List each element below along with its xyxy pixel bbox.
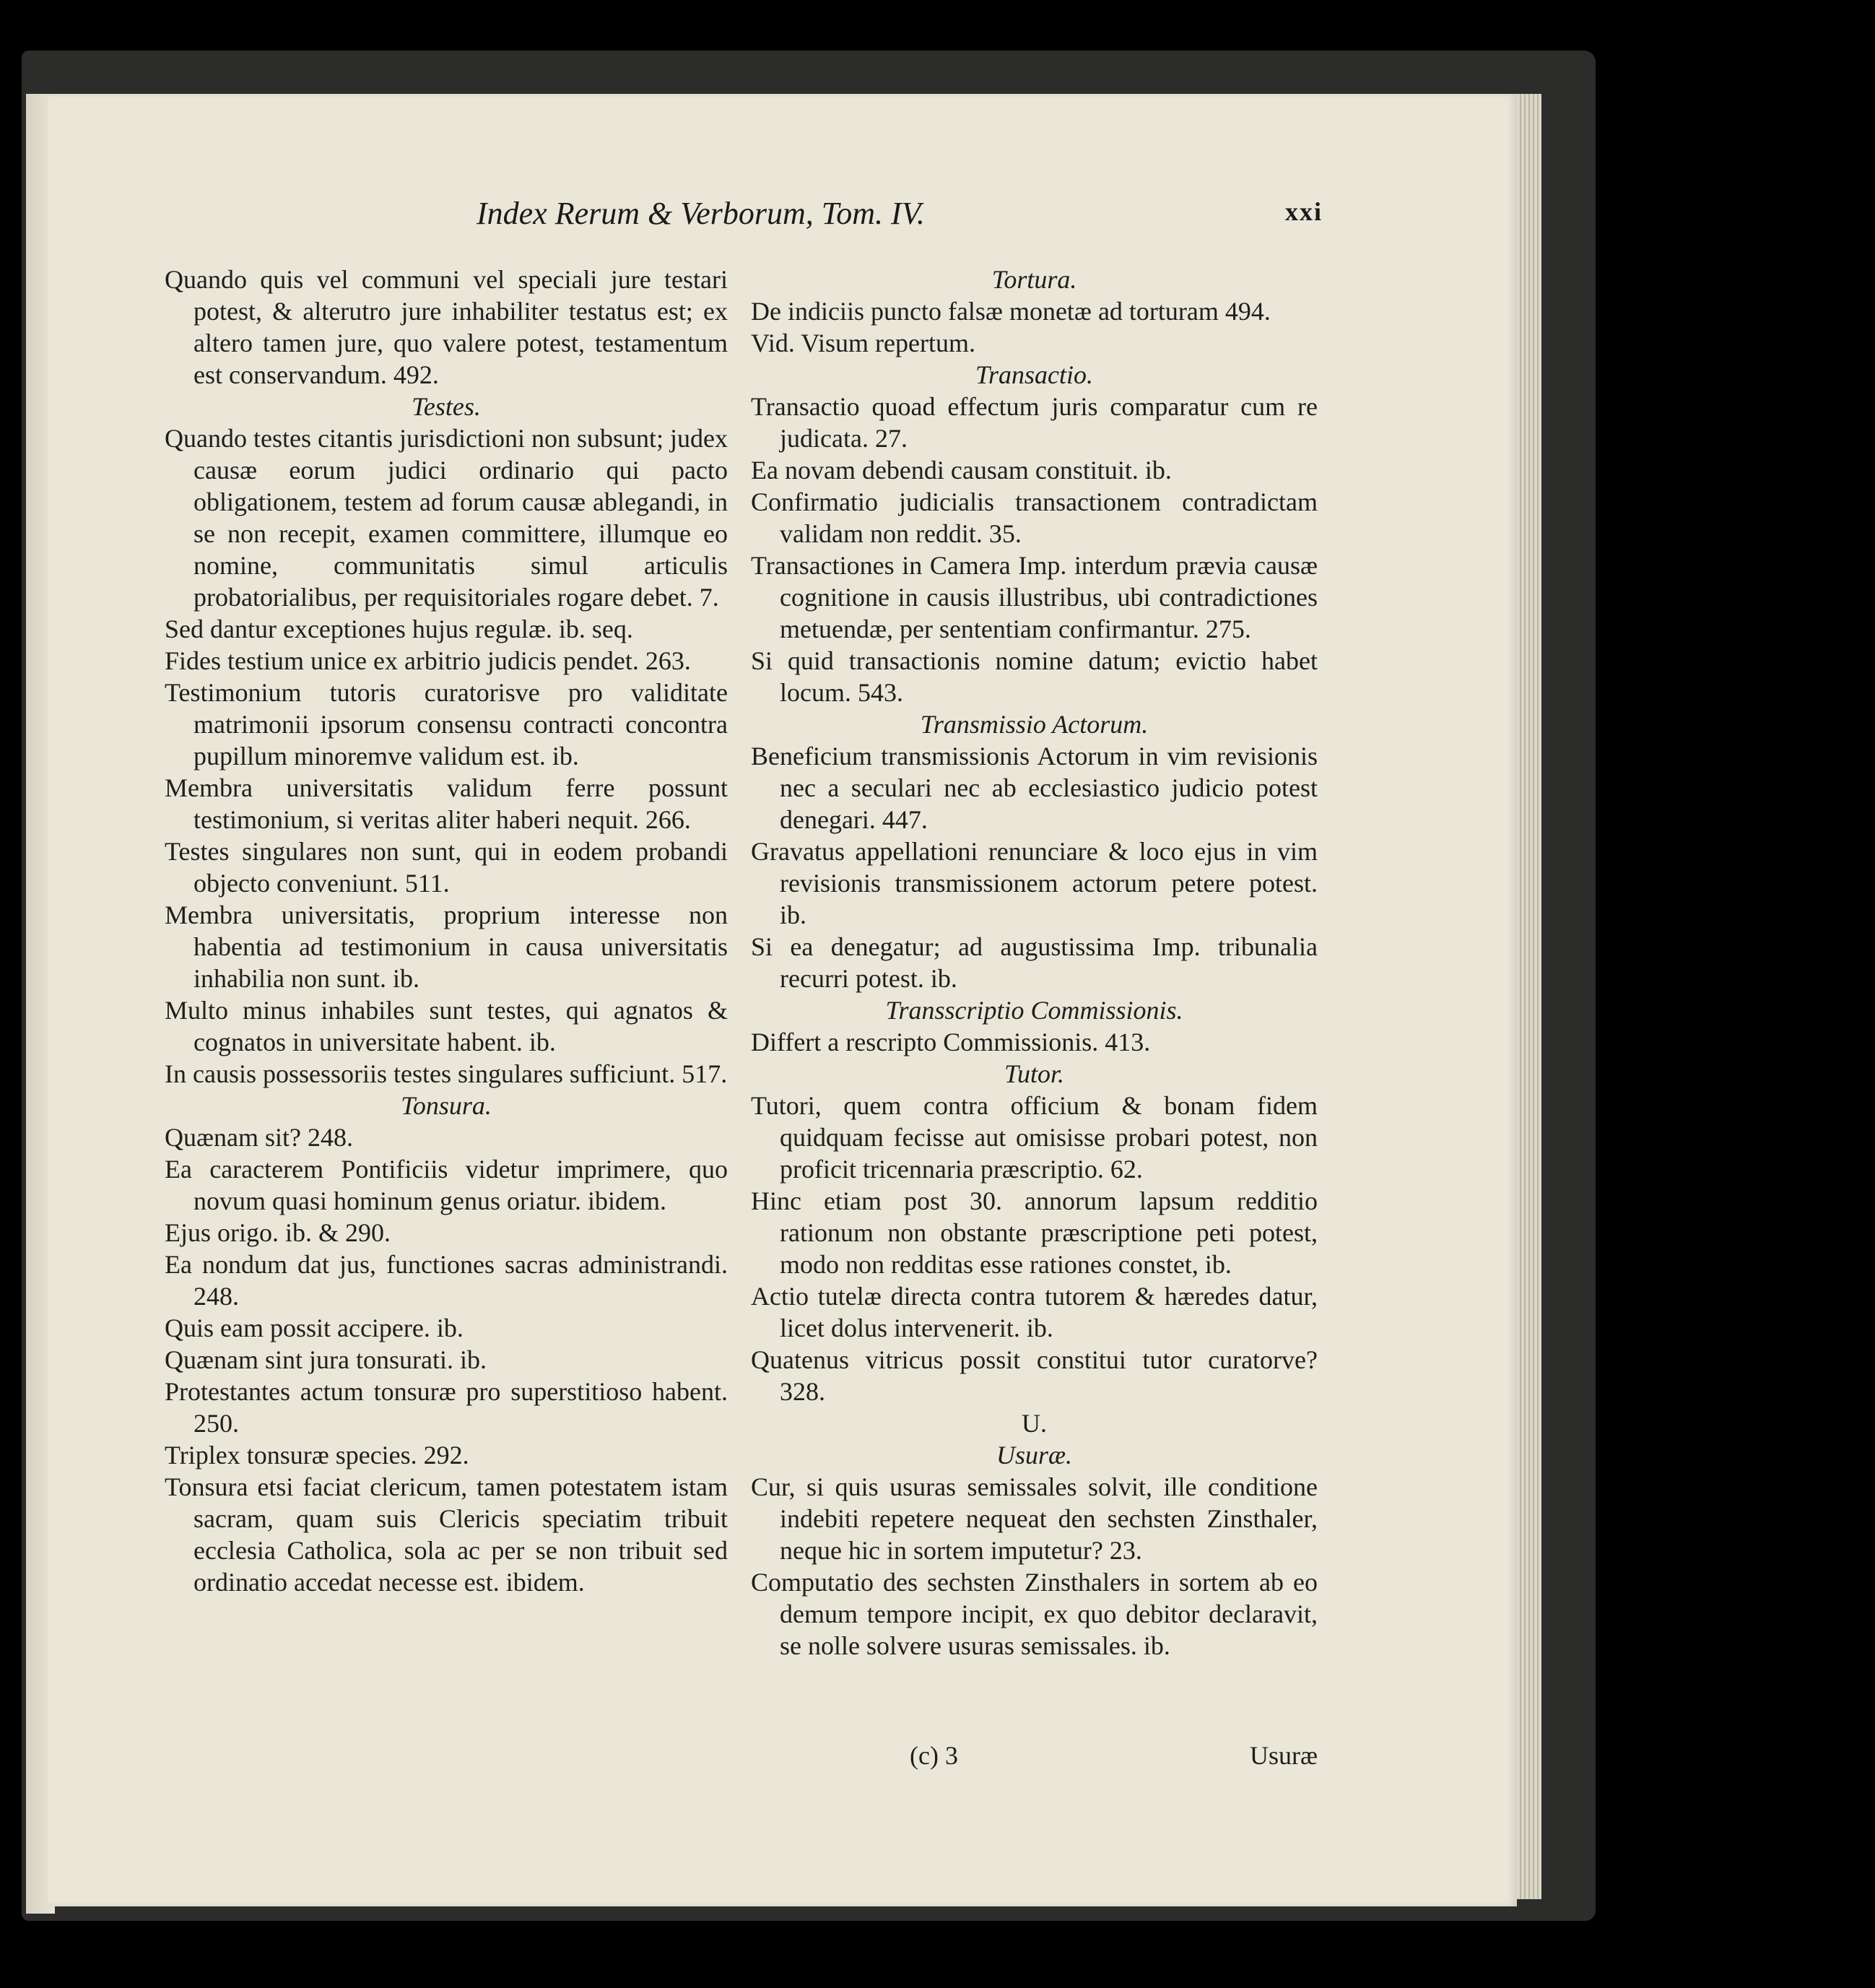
- index-heading: Usuræ.: [996, 1441, 1073, 1470]
- signature-mark: (c) 3: [910, 1741, 958, 1770]
- index-entry: Gravatus appellationi renunciare & loco ejus in vim revisionis transmissionem actorum petere potest. ib.: [751, 837, 1318, 929]
- index-entry: Protestantes actum tonsuræ pro superstitioso habent. 250.: [165, 1377, 728, 1438]
- page-number: xxi: [1285, 197, 1323, 226]
- index-entry: Multo minus inhabiles sunt testes, qui agnatos & cognatos in universitate habent. ib.: [165, 996, 728, 1056]
- index-entry: De indiciis puncto falsæ monetæ ad torturam 494.: [751, 297, 1271, 326]
- index-entry: Tutori, quem contra officium & bonam fidem quidquam fecisse aut omisisse probari potest, non proficit tricennaria præscriptio. 62.: [751, 1091, 1318, 1184]
- index-entry: Confirmatio judicialis transactionem contradictam validam non reddit. 35.: [751, 487, 1318, 548]
- index-entry: Quando quis vel communi vel speciali jure testari potest, & alterutro jure inhabiliter testatus est; ex altero tamen jure, quo valere potest, testamentum est conservandum. 492.: [165, 265, 728, 389]
- index-entry: Cur, si quis usuras semissales solvit, ille conditione indebiti repetere nequeat den sechsten Zinsthaler, neque hic in sortem imputetur? 23.: [751, 1472, 1318, 1565]
- index-heading: Transscriptio Commissionis.: [885, 996, 1183, 1025]
- index-entry: Differt a rescripto Commissionis. 413.: [751, 1028, 1151, 1056]
- index-entry: Transactiones in Camera Imp. interdum prævia causæ cognitione in causis illustribus, ubi contradictiones metuendæ, per sententiam confirmantur. 275.: [751, 551, 1318, 643]
- index-entry: Membra universitatis validum ferre possunt testimonium, si veritas aliter haberi nequit. 266.: [165, 773, 728, 834]
- index-heading: Testes.: [412, 392, 481, 421]
- index-entry: Computatio des sechsten Zinsthalers in sortem ab eo demum tempore incipit, ex quo debitor declaravit, se nolle solvere usuras semissales. ib.: [751, 1568, 1318, 1660]
- page-stack-edges: [1517, 94, 1541, 1899]
- index-entry: Testes singulares non sunt, qui in eodem probandi objecto conveniunt. 511.: [165, 837, 728, 898]
- index-entry: Ejus origo. ib. & 290.: [165, 1218, 391, 1247]
- catchword: Usuræ: [1249, 1741, 1318, 1770]
- index-heading: Transactio.: [975, 360, 1094, 389]
- index-heading: Transmissio Actorum.: [920, 710, 1149, 739]
- index-entry: Actio tutelæ directa contra tutorem & hæredes datur, licet dolus intervenerit. ib.: [751, 1282, 1318, 1342]
- index-entry: Testimonium tutoris curatorisve pro validitate matrimonii ipsorum consensu contracti concontra pupillum minoremve validum est. ib.: [165, 678, 728, 771]
- index-entry: Quænam sit? 248.: [165, 1123, 353, 1152]
- index-entry: Si ea denegatur; ad augustissima Imp. tribunalia recurri potest. ib.: [751, 932, 1318, 993]
- index-entry: Ea novam debendi causam constituit. ib.: [751, 456, 1172, 485]
- index-heading: U.: [1022, 1409, 1047, 1438]
- index-entry: Quando testes citantis jurisdictioni non subsunt; judex causæ eorum judici ordinario qui pacto obligationem, testem ad forum causæ ablegandi, in se non recepit, examen committere, illumque eo nomine, communitatis simul articulis probatorialibus, per requisitoriales rogare debet. 7.: [165, 424, 728, 612]
- index-heading: Tutor.: [1004, 1059, 1065, 1088]
- index-entry: Transactio quoad effectum juris comparatur cum re judicata. 27.: [751, 392, 1318, 453]
- left-column: [165, 264, 728, 1598]
- index-entry: Hinc etiam post 30. annorum lapsum redditio rationum non obstante præscriptione peti potest, modo non redditas esse rationes constet, ib.: [751, 1186, 1318, 1279]
- right-column: [751, 264, 1318, 1662]
- index-entry: Sed dantur exceptiones hujus regulæ. ib. seq.: [165, 615, 633, 643]
- index-entry: Quatenus vitricus possit constitui tutor curatorve? 328.: [751, 1345, 1318, 1406]
- index-entry: Ea caracterem Pontificiis videtur imprimere, quo novum quasi hominum genus oriatur. ibidem.: [165, 1155, 728, 1215]
- index-entry: Fides testium unice ex arbitrio judicis pendet. 263.: [165, 646, 691, 675]
- index-entry: Vid. Visum repertum.: [751, 329, 975, 357]
- index-entry: Quis eam possit accipere. ib.: [165, 1314, 464, 1342]
- running-header: [477, 195, 1350, 238]
- index-entry: Membra universitatis, proprium interesse non habentia ad testimonium in causa universitatis inhabilia non sunt. ib.: [165, 900, 728, 993]
- index-entry: In causis possessoriis testes singulares sufficiunt. 517.: [165, 1059, 728, 1088]
- index-entry: Beneficium transmissionis Actorum in vim revisionis nec a seculari nec ab ecclesiastico judicio potest denegari. 447.: [751, 742, 1318, 834]
- index-heading: Tortura.: [991, 265, 1077, 294]
- index-heading: Tonsura.: [401, 1091, 492, 1120]
- index-entry: Ea nondum dat jus, functiones sacras administrandi. 248.: [165, 1250, 728, 1311]
- running-title: Index Rerum & Verborum, Tom. IV.: [477, 196, 925, 231]
- index-entry: Tonsura etsi faciat clericum, tamen potestatem istam sacram, quam suis Clericis speciatim tribuit ecclesia Catholica, sola ac per se non tribuit sed ordinatio accedat necesse est. ibidem.: [165, 1472, 728, 1597]
- index-entry: Si quid transactionis nomine datum; evictio habet locum. 543.: [751, 646, 1318, 707]
- index-entry: Triplex tonsuræ species. 292.: [165, 1441, 469, 1470]
- index-entry: Quænam sint jura tonsurati. ib.: [165, 1345, 487, 1374]
- page-footer: [751, 1740, 1318, 1776]
